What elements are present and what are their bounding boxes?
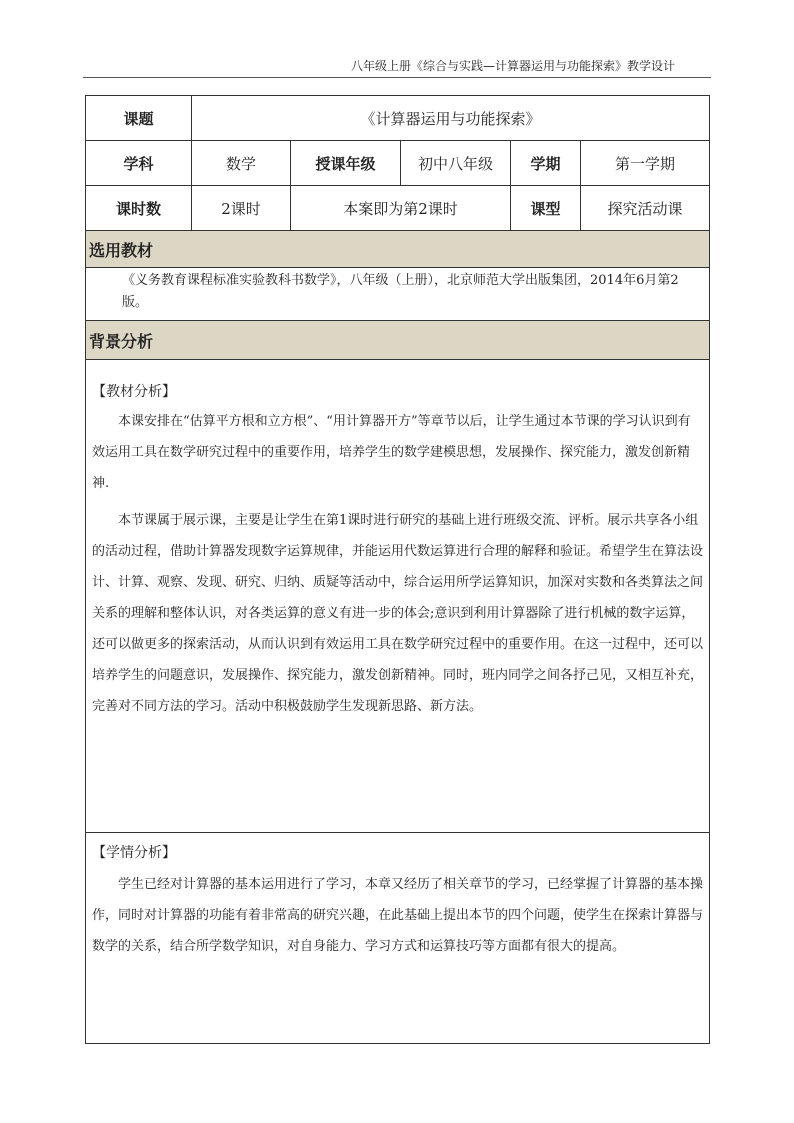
textbook-heading-row xyxy=(86,231,710,268)
textbook-heading: 选用教材 xyxy=(86,231,710,268)
topic-value: 《计算器运用与功能探索》 xyxy=(192,96,710,141)
material-paragraph-2: 本节课属于展示课，主要是让学生在第1课时进行研究的基础上进行班级交流、评析。展示共享各小组的活动过程，借助计算器发现数字运算规律，并能运用代数运算进行合理的解释和验证。希望学生在算法设计、计算、观察、发现、研究、归纳、质疑等活动中，综合运用所学运算知识，加深对实数和各类算法之间关系的理解和整体认识，对各类运算的意义有进一步的体会;意识到利用计算器除了进行机械的数字运算，还可以做更多的探索活动，从而认识到有效运用工具在数学研究过程中的重要作用。在这一过程中，还可以培养学生的问题意识，发展操作、探究能力，激发创新精神。同时，班内同学之间各抒己见，又相互补充，完善对不同方法的学习。活动中积极鼓励学生发现新思路、新方法。 xyxy=(92,513,704,714)
running-header: 八年级上册《综合与实践—计算器运用与功能探索》教学设计 xyxy=(351,59,676,73)
term-value: 第一学期 xyxy=(581,141,710,186)
topic-label: 课题 xyxy=(86,96,192,141)
subject-row xyxy=(86,141,710,186)
material-analysis-row xyxy=(86,360,710,833)
textbook-content-row xyxy=(86,268,710,321)
background-heading-row xyxy=(86,321,710,360)
textbook-content: 《义务教育课程标准实验教科书数学》，八年级（上册），北京师范大学出版集团，2014年6月第2版。 xyxy=(122,273,679,310)
type-label: 课型 xyxy=(511,186,581,231)
subject-label: 学科 xyxy=(86,141,192,186)
material-paragraph-1: 本课安排在“估算平方根和立方根”、“用计算器开方”等章节以后，让学生通过本节课的学习认识到有效运用工具在数学研究过程中的重要作用，培养学生的数学建模思想，发展操作、探究能力，激发创新精神. xyxy=(92,414,691,491)
background-heading: 背景分析 xyxy=(86,321,710,360)
lesson-plan-table xyxy=(85,95,710,1044)
subject-value: 数学 xyxy=(192,141,291,186)
header-rule xyxy=(83,77,711,78)
material-analysis-title: 【教材分析】 xyxy=(92,384,176,400)
hours-label: 课时数 xyxy=(86,186,192,231)
topic-row xyxy=(86,96,710,141)
grade-label: 授课年级 xyxy=(291,141,401,186)
hours-value: 2课时 xyxy=(192,186,291,231)
term-label: 学期 xyxy=(511,141,581,186)
student-analysis-title: 【学情分析】 xyxy=(92,845,176,861)
student-paragraph-1: 学生已经对计算器的基本运用进行了学习，本章又经历了相关章节的学习，已经掌握了计算器的基本操作，同时对计算器的功能有着非常高的研究兴趣，在此基础上提出本节的四个问题，使学生在探索计算器与数学的关系，结合所学数学知识，对自身能力、学习方式和运算技巧等方面都有很大的提高。 xyxy=(92,877,704,954)
type-value: 探究活动课 xyxy=(581,186,710,231)
grade-value: 初中八年级 xyxy=(401,141,511,186)
student-analysis-row xyxy=(86,833,710,1044)
hours-row xyxy=(86,186,710,231)
this-lesson-value: 本案即为第2课时 xyxy=(291,186,511,231)
